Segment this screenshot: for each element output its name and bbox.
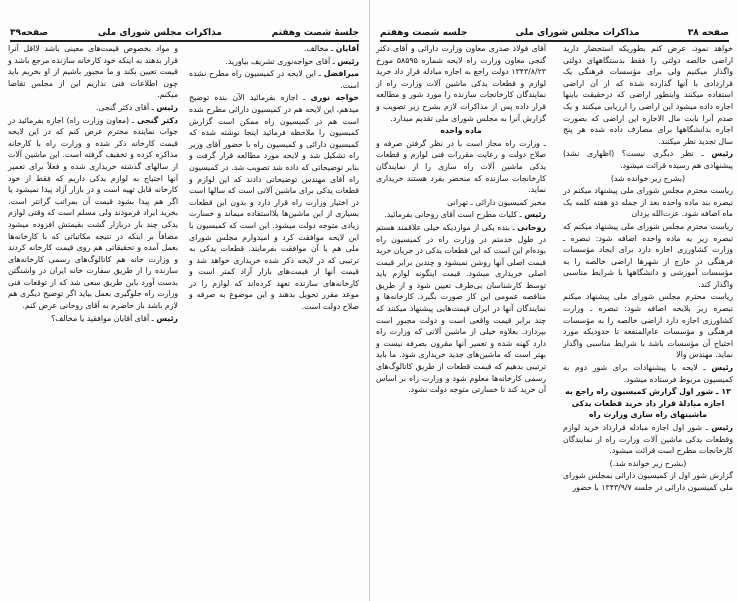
- speaker-name: آقایان: [335, 44, 359, 53]
- paragraph: [563, 362, 733, 385]
- session-title: جلسه شصت وهفتم: [380, 28, 468, 38]
- paragraph-text: آقای فولاد صدری معاون وزارت دارائی و آقای دکتر گنجی معاون وزارت راه لایحه شماره ۵۸۵۹۵ مورخ ۱۳۴۳/۸/۲۳ دولت راجع به اجازه مبادله قرار داد خرید لوازم و قطعات یدکی ماشین آلات وزارت راه از نمایندگان کارخانجات سازنده را مورد شور و مطالعه قرار داده پس از مذاکرات لازم بشرح زیر تصویب و گزارش آنرا به مجلس شورای ملی تقدیم میدارد.: [376, 44, 547, 123]
- paragraph: [189, 68, 359, 91]
- paragraph: [189, 56, 359, 68]
- paragraph-text: ـ این لایحه در کمیسیون راه مطرح نشده است.: [189, 69, 359, 90]
- paragraph: [376, 209, 546, 221]
- speaker-name: روحانی: [517, 222, 546, 232]
- paragraph-text: خواهد نمود، عرض کنم بطوریکه استحضار دارید اراضی خالصه دولتی را فقط بدستگاههای دولتی واگذار میکنیم ولی برای مؤسسات فرهنگی یک قراردادی با آنها گذارده شده که از آن اراضی استفاده میکنند واینطور اراضی که درحقیقت باینها اجاره داده میشود این اراضی را ارزیابی میکنند و یک صدم آنرا بابت مال الاجاره این اراضی که بصورت اجاره بدانشگاهها برای مصارف داده شده هر پنج سال تجدید نظر میکنند.: [563, 44, 733, 146]
- paragraph: [8, 102, 178, 114]
- paragraph-text: ـ وزارت راه مجاز است با در نظر گرفتن صرفه و صلاح دولت و رعایت مقررات فنی لوازم و قطعات یدکی ماشین آلات راه سازی را از نمایندگان کارخانجات سازنده که منحصر بفرد هستند خریداری نماید.: [376, 138, 546, 195]
- text-column-right: [563, 43, 733, 495]
- paragraph: [563, 148, 733, 171]
- paragraph-text: ـ اجازه بفرمائید الآن بنده توضیح میدهم، این لایحه هم در کمیسیون دارائی مطرح شده است هم در کمیسیون راه ممکن است گزارش کمیسیون را ملاحظه فرمائید اینجا نوشته شده که کمیسیون دارائی و کمیسیون راه با حضور آقای وزیر راه تشکیل شد و لایحه مورد مطالعه قرار گرفت و بنابر توضیحاتی که داده شد تصویب شد. در کمیسیون راه آقای مهندس توضیحاتی دادند که این لوازم و قطعات یدکی برای ماشین آلاتی است که سالها است در اختیار وزارت راه قرار دارد و بدون این قطعات بسیاری از این ماشین‌ها بلااستفاده میماند و خسارت زیادی متوجه دولت میشود. این است که کمیسیون با این لایحه موافقت کرد و امیدوارم مجلس شورای ملی هم با آن موافقت بفرمایند. قطعات یدکی به ترتیبی که در لایحه ذکر شده خریداری خواهد شد و قیمت آنها از قیمت‌های بازار آزاد کمتر است و کارخانه‌های سازنده تعهد کرده‌اند که لوازم را در موعد مقرر تحویل بدهند و این موضوع به صرفه و صلاح دولت است.: [189, 93, 359, 312]
- paragraph-text: ـ شور اول اجازه مبادله قرارداد خرید لوازم وقطعات یدکی ماشین آلات وزارت راه از نمایندگان کارخانجات مطرح است قرائت میشود.: [563, 423, 733, 456]
- speaker-name: رئیس: [337, 56, 359, 66]
- paragraph: [8, 43, 178, 101]
- paragraph-text: ـ مخالف.: [304, 44, 336, 53]
- page-number: صفحه ۳۸: [687, 28, 729, 38]
- page-number: صفحه۳۹: [10, 28, 49, 38]
- journal-title: مذاکرات مجلس شورای ملی: [515, 28, 640, 38]
- paragraph: [376, 197, 546, 209]
- paragraph-text: گزارش شور اول از کمیسیون دارائی بمجلس شورای ملی کمیسیون دارائی در جلسه ۱۳۴۳/۹/۷ با حضور: [563, 471, 733, 492]
- speaker-name: رئیس: [156, 313, 178, 323]
- paragraph-text: ـ آقای دکتر گنجی.: [95, 102, 157, 112]
- speaker-name: میرافضل: [323, 69, 359, 79]
- paragraph-text: ـ (معاون وزارت راه) اجازه بفرمائید در جواب نماینده محترم عرض کنم که در این لایحه قیمت کارخانه ذکر شده و وزارت راه با کارخانه مذاکره کرده و تخفیف گرفته است. این ماشین آلات از سالهای گذشته خریداری شده و فعلاً برای تعمیر آنها احتیاج به لوازم یدکی داریم که فقط از خود کارخانه قابل تهیه است و در بازار آزاد پیدا نمیشود یا اگر هم پیدا بشود قیمت آن بمراتب گرانتر است. بخرید ایراد فرمودند ولی مسلم است که وقتی لوازم یدکی چند بار دربازار گشت بقیمتش افزوده میشود مضافاً بر اینکه در نتیجه مکاتباتی که با کارخانه‌ها بعمل آمده و تحقیقاتی هم روی قیمت کارخانه کردند و وزارت خانه هم کاتالوگ‌های رسمی کارخانه‌های سازنده را از طریق سفارت خانه ایران در واشنگتن بدست آورد باین طریق سعی شد که از توقعات فنی وزارت راه جلوگیری بعمل بیاید اگر توضیح دیگری هم لازم باشد باز حاضرم به آقای روحانی عرض کنم.: [8, 115, 178, 311]
- paragraph: [563, 185, 733, 220]
- journal-title: مذاکرات مجلس شورای ملی: [97, 28, 222, 38]
- paragraph: [189, 43, 359, 55]
- paragraph-text: ـ بنده یکی از مواردیکه خیلی علاقمند هستم در طول خدمتم در وزارت راه در کمیسیون راه بوده‌ام این است که این قطعات یدکی در جریان خرید قیمت اصلی آنها روشن نمیشود و چندین برابر قیمت اصلی خریداری میشود. قیمت اینگونه لوازم باید توسط کارشناسان بی‌طرف تعیین شود و از طریق مناقصه عمومی این کار صورت بگیرد. کارخانه‌ها و نمایندگان آنها در ایران قیمت‌هایی پیشنهاد میکنند که چند برابر قیمت واقعی است و دولت مجبور است بپردازد. بعلاوه خیلی از ماشین آلاتی که وزارت راه دارد کهنه شده و تعمیر آنها مقرون بصرفه نیست و بهتر است که ماشین‌های جدید خریداری شود. ما باید ترتیبی بدهیم که قیمت قطعات از طریق کاتالوگ‌های رسمی کارخانه‌ها معلوم شود و وزارت راه بر اساس آن خرید کند تا خسارتی متوجه دولت نشود.: [376, 222, 546, 395]
- paragraph-text: ـ آقای خواجه‌نوری تشریف بیاورید.: [225, 56, 338, 66]
- paragraph: [563, 422, 733, 457]
- paragraph: [376, 222, 546, 396]
- paragraph: [376, 43, 546, 124]
- speaker-name: رئیس: [524, 210, 546, 220]
- paragraph: [563, 291, 733, 361]
- paragraph-text: ریاست محترم مجلس شورای ملی پیشنهاد میکنم که تبصره زیر به ماده واحده اضافه شود: تبصره ـ وزارت کشاورزی اجازه دارد برای ایجاد مؤسسات فرهنگی در خارج از شهرها اراضی خالصه را به مؤسسات آموزشی و دانشگاهها با شرایط مناسبی واگذار کند.: [563, 221, 733, 289]
- speaker-name: رئیس: [711, 423, 733, 432]
- paragraph-text: (بشرح زیر خوانده شد): [610, 173, 686, 183]
- section-heading: ۱۳ ـ شور اول گزارش کمیسیون راه راجع به اجازه مبادلهٔ قرار داد خرید قطعات یدکی ماشینهای راه سازی وزارت راه: [565, 387, 731, 420]
- paragraph-text: و مواد بخصوص قیمت‌های معینی باشد لااقل آنرا قرار بدهند به اینکه خود کارخانه سازنده مرجع باشد و قیمت تعیین بکند و ما مجبور باشیم از او بخریم باید چون اطلاعات فنی نداریم این از مجلس تقاضا میکنم.: [8, 44, 178, 100]
- paragraph-text: مخبر کمیسیون دارائی ـ تهرانی: [447, 197, 546, 207]
- speaker-name: رئیس: [711, 149, 733, 159]
- paragraph: [563, 470, 733, 493]
- paragraph-text: ریاست محترم مجلس شورای ملی پیشنهاد میکنم تبصره زیر بلایحه اضافه شود: تبصره ـ وزارت کشاورزی اجازه دارد اراضی خالصه را به مؤسسات فرهنگی و مؤسسات عام‌المنفعه تا حدودیکه مورد احتیاج آن مؤسسات باشد با شرایط مناسبی واگذار نماید. مهندس والا: [563, 292, 733, 360]
- paragraph: [563, 221, 733, 291]
- speaker-name: دکتر گنجی: [137, 115, 178, 125]
- section-heading: ماده واحده: [440, 126, 482, 136]
- paragraph: [189, 92, 359, 312]
- speaker-name: رئیس: [711, 363, 733, 373]
- paragraph: [376, 138, 546, 196]
- speaker-name: خواجه نوری: [310, 93, 359, 103]
- paragraph: [563, 458, 733, 470]
- right-page: [369, 0, 738, 601]
- paragraph-text: ـ کلیات مطرح است آقای روحانی بفرمائید.: [384, 210, 525, 220]
- paragraph-text: ـ لایحه با پیشنهادات برای شور دوم به کمیسیون مربوط فرستاده میشود.: [563, 363, 733, 384]
- text-column-left: [376, 43, 546, 397]
- paragraph-text: (بشرح زیر خوانده شد.): [609, 458, 687, 468]
- text-column-left: [8, 43, 178, 325]
- speaker-name: رئیس: [156, 102, 178, 112]
- paragraph: [563, 43, 733, 147]
- text-column-right: [189, 43, 359, 314]
- session-title: جلسهٔ شصت وهفتم: [271, 28, 359, 38]
- page-header: [380, 22, 729, 42]
- paragraph: [8, 313, 178, 325]
- paragraph-text: ـ آقای آقایان موافقید یا مخالف؟: [51, 313, 157, 323]
- paragraph-text: ریاست محترم مجلس شورای ملی پیشنهاد میکنم در تبصره بند ماده واحده بعد از جمله دو هفته کلمه یک ماه اضافه شود. عزت‌الله یزدان: [563, 186, 733, 219]
- paragraph: [563, 173, 733, 185]
- paragraph: [8, 115, 178, 312]
- paragraph-text: ـ نظر دیگری نیست؟ (اظهاری نشد) پیشنهادی هم رسیده قرائت میشود.: [563, 149, 733, 170]
- page-header: [10, 22, 359, 42]
